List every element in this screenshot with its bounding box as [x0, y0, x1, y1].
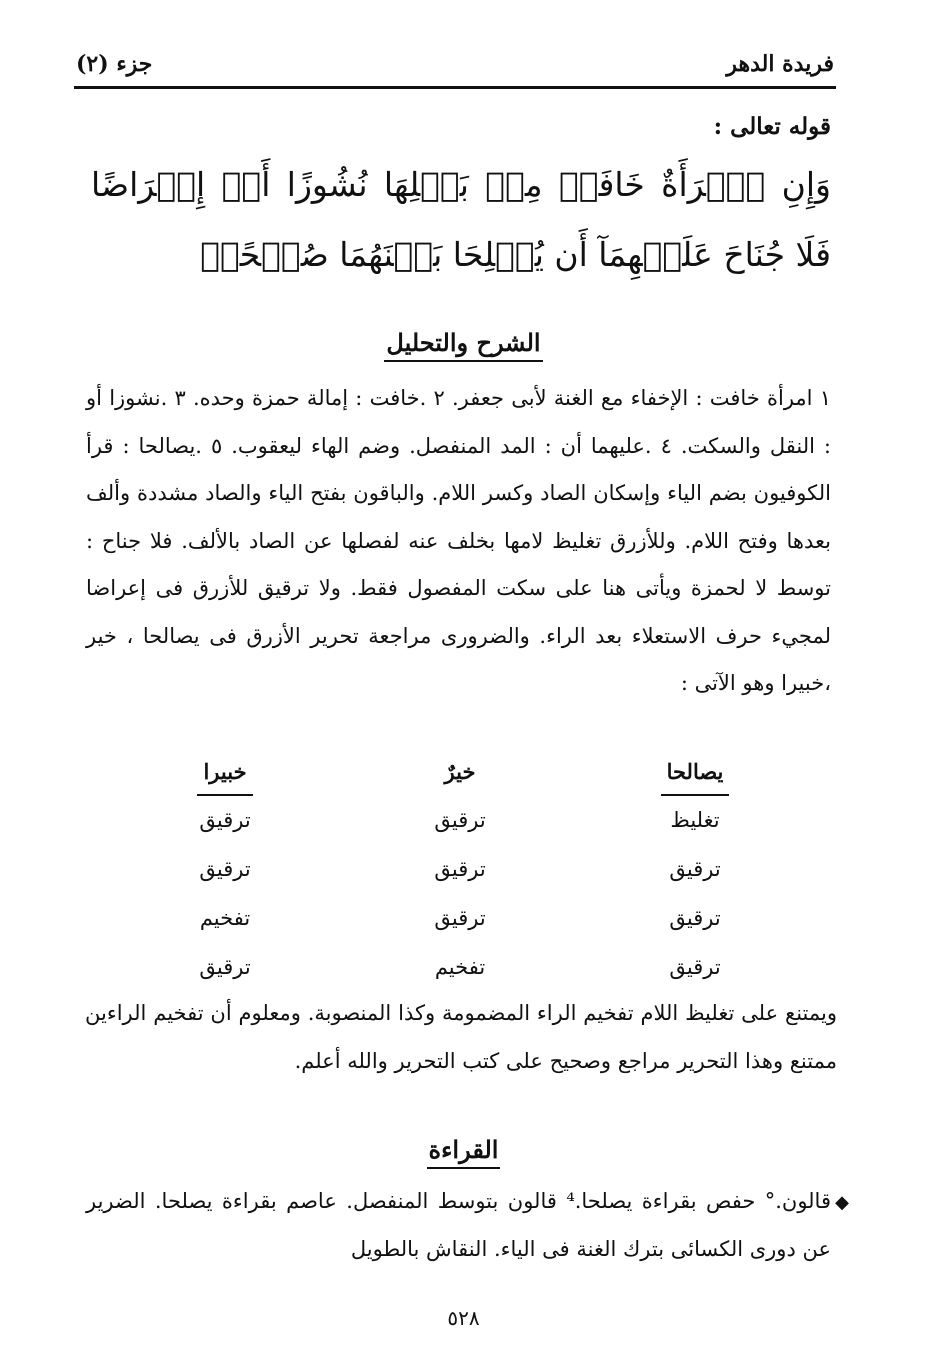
quran-verse: وَإِنِ ٱمۡرَأَةٌ خَافَتۡ مِنۢ بَعۡلِهَا نُشُوزًا أَوۡ إِعۡرَاضًا فَلَا جُنَاحَ عَلَيۡهِمَآ أَن يُصۡلِحَا بَيۡنَهُمَا صُلۡحًاۚ — [91, 165, 831, 274]
table-cell: تفخيم — [199, 906, 251, 930]
tahrir-table — [150, 752, 770, 992]
section-title-explanation — [0, 328, 927, 362]
page-number: ٥٢٨ — [447, 1306, 480, 1330]
running-header — [76, 44, 834, 84]
table-cell: ترقيق — [199, 955, 251, 979]
table-header: خبيرا — [197, 752, 252, 796]
table-cell: ترقيق — [199, 808, 251, 832]
diamond-bullet-icon: ◆ — [835, 1192, 849, 1213]
section-title-reading — [0, 1135, 927, 1169]
table-cell: تفخيم — [434, 955, 486, 979]
table-cell: ترقيق — [434, 808, 486, 832]
table-header: خيرٌ — [444, 759, 476, 784]
table-cell: ترقيق — [669, 955, 721, 979]
header-divider — [74, 86, 836, 89]
section-title-explanation-text: الشرح والتحليل — [384, 328, 542, 362]
explanation-paragraph: ١ امرأة خافت : الإخفاء مع الغنة لأبى جعفر. ٢ .خافت : إمالة حمزة وحده. ٣ .نشوزا أو : النقل والسكت. ٤ .عليهما أن : المد المنفصل. وضم الهاء ليعقوب. ٥ .يصالحا : قرأ الكوفيون بضم الياء وإسكان الصاد وكسر اللام. والباقون بفتح الياء والصاد مشددة وألف بعدها وفتح اللام. وللأزرق تغليظ لامها بخلف عنه لفصلها عن الصاد بالألف. فلا جناح : توسط لا لحمزة ويأتى هنا على سكت المفصول فقط. ولا ترقيق للأزرق فى إعراضا لمجيء حرف الاستعلاء بعد الراء. والضرورى مراجعة تحرير الأزرق فى يصالحا ، خير ،خبيرا وهو الآتى : — [86, 386, 832, 695]
table-column-khabiran — [150, 752, 300, 992]
table-cell: ترقيق — [669, 857, 721, 881]
section-title-reading-text: القراءة — [427, 1135, 501, 1169]
table-cell: ترقيق — [434, 857, 486, 881]
verse-intro: قوله تعالى : — [713, 113, 831, 140]
table-cell: ترقيق — [199, 857, 251, 881]
table-column-khayr — [385, 752, 535, 992]
table-cell: ترقيق — [434, 906, 486, 930]
table-cell: تغليظ — [670, 808, 720, 832]
part-label: جزء (٢) — [76, 51, 153, 77]
table-header: يصالحا — [661, 752, 730, 796]
table-cell: ترقيق — [669, 906, 721, 930]
book-title: فريدة الدهر — [726, 51, 834, 77]
reading-paragraph: قالون.° حفص بقراءة يصلحا.⁴ قالون بتوسط المنفصل. عاصم بقراءة يصلحا. الضرير عن دورى الكسائى بترك الغنة فى الياء. النقاش بالطويل — [86, 1189, 831, 1261]
after-table-paragraph: ويمتنع على تغليظ اللام تفخيم الراء المضمومة وكذا المنصوبة. ومعلوم أن تفخيم الراءين ممتنع وهذا التحرير مراجع وصحيح على كتب التحرير والله أعلم. — [85, 1001, 837, 1073]
table-column-yusalihaa — [620, 752, 770, 992]
